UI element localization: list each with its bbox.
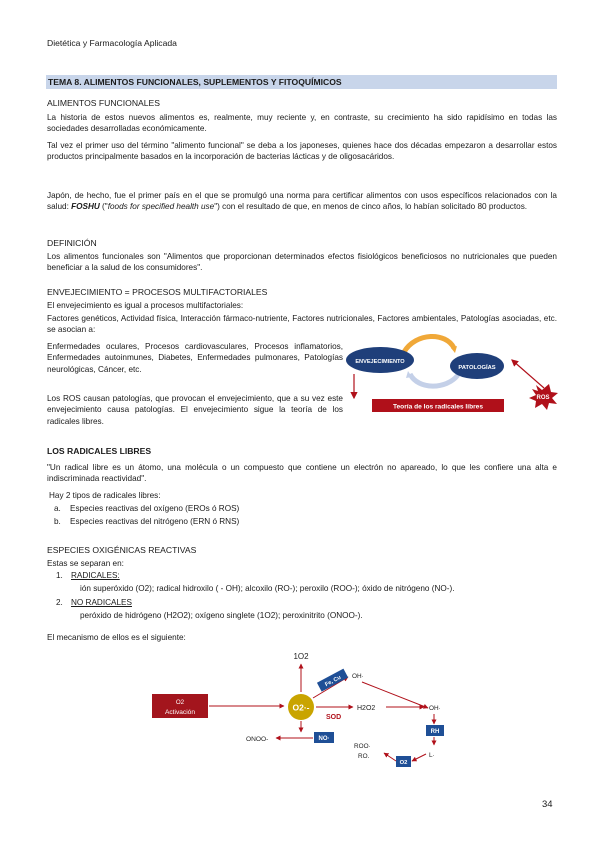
- section-title-radicales: LOS RADICALES LIBRES: [47, 446, 152, 456]
- teoria-label: Teoría de los radicales libres: [392, 403, 484, 411]
- list-item-eros: [54, 503, 240, 514]
- paragraph-multifactorial: El envejecimiento es igual a procesos multifactoriales:: [47, 301, 244, 310]
- no-radicales-text: peróxido de hidrógeno (H2O2); oxígeno singlete (1O2); peroxinitrito (ONOO-).: [80, 611, 363, 620]
- list-marker: b.: [54, 517, 61, 526]
- section-title-envejecimiento: ENVEJECIMIENTO = PROCESOS MULTIFACTORIALES: [47, 287, 268, 297]
- roo-label: ROO·: [354, 743, 371, 750]
- paragraph-enfermedades: Enfermedades oculares, Procesos cardiovasculares, Procesos inflamatorios, Enfermedades autoinmunes, Diabetes, Enfermedades pulmonares, Patologías neurológicas, Cáncer, etc.: [47, 342, 343, 374]
- fecu-label: Fe, Cu: [324, 674, 343, 689]
- mechanism-diagram: [150, 644, 450, 770]
- section-title-especies: ESPECIES OXIGÉNICAS REACTIVAS: [47, 545, 197, 555]
- o2-activacion-line2: Activación: [164, 709, 196, 716]
- arrow-ros: [512, 360, 544, 388]
- onoo-label: ONOO-: [246, 736, 269, 743]
- paragraph-radical-quote: "Un radical libre es un átomo, una molécula o un compuesto que contiene un electrón no apareado, lo que les confiere una alta e indiscriminada reactividad".: [47, 463, 557, 484]
- foshu-term: FOSHU: [71, 202, 100, 212]
- patologias-label: PATOLOGÍAS: [458, 365, 496, 371]
- oh-right-label: OH·: [429, 705, 441, 712]
- page-number: 34: [542, 799, 553, 810]
- paragraph-mecanismo: El mecanismo de ellos es el siguiente:: [47, 633, 186, 642]
- cycle-arrow-top: [404, 336, 454, 352]
- paragraph-definicion: Los alimentos funcionales son "Alimentos que proporcionan determinados efectos fisiológicos beneficiosos no nutricionales que pueden beneficiar a la salud de los consumidores".: [47, 252, 557, 273]
- header-title: Dietética y Farmacología Aplicada: [47, 38, 177, 48]
- rh-label: RH: [430, 729, 440, 735]
- section-title-alimentos: ALIMENTOS FUNCIONALES: [47, 98, 161, 108]
- list-item-no-radicales: [56, 597, 132, 608]
- paragraph-historia: La historia de estos nuevos alimentos es, realmente, muy reciente y, en contraste, su crecimiento ha sido rapidísimo en todas las sociedades desarrolladas económicamente.: [47, 113, 557, 134]
- foshu-text-2: (": [99, 202, 108, 212]
- paragraph-japoneses: Tal vez el primer uso del término "alimento funcional" se deba a los japoneses, quienes hace dos décadas empezaron a desarrollar estos productos principalmente basados en la incorporación de bacterias lácticas y de oligosacáridos.: [47, 141, 557, 162]
- no-radicales-title: NO RADICALES: [71, 598, 132, 607]
- cycle-arrow-bottom: [410, 374, 458, 386]
- arrow-o2-box: [412, 754, 426, 761]
- foshu-text-1: Japón, de hecho, fue el primer país en el que se promulgó una norma para certificar alimentos con usos específicos relacionados con la salud:: [47, 191, 557, 212]
- paragraph-separan: Estas se separan en:: [47, 559, 124, 568]
- paragraph-tipos: Hay 2 tipos de radicales libres:: [49, 491, 161, 500]
- paragraph-foshu: [47, 190, 557, 213]
- singlet-oxygen-label: 1O2: [293, 652, 309, 661]
- o2-box-label: O2: [399, 760, 408, 766]
- tema-title: TEMA 8. ALIMENTOS FUNCIONALES, SUPLEMENTOS Y FITOQUÍMICOS: [46, 75, 557, 89]
- no-label: NO·: [318, 736, 330, 742]
- superoxide-label: O2·-: [292, 702, 310, 713]
- list-text: Especies reactivas del oxígeno (EROs ó ROS): [70, 504, 240, 513]
- list-item-radicales: [56, 570, 120, 581]
- h2o2-label: H2O2: [357, 705, 376, 712]
- paragraph-factores: Factores genéticos, Actividad física, Interacción fármaco-nutriente, Factores nutricionales, Factores ambientales, Patologías asociadas, etc. se asocian a:: [47, 314, 557, 335]
- list-text: Especies reactivas del nitrógeno (ERN ó RNS): [70, 517, 240, 526]
- paragraph-ros: Los ROS causan patologías, que provocan el envejecimiento, que a su vez este envejecimiento causa patologías. El envejecimiento sigue la teoría de los radicales libres.: [47, 394, 343, 426]
- list-marker: 1.: [56, 571, 63, 580]
- section-title-definicion: DEFINICIÓN: [47, 238, 97, 248]
- sod-label: SOD: [326, 714, 342, 721]
- oh-top-label: OH·: [352, 673, 364, 680]
- radicales-text: ión superóxido (O2); radical hidroxilo ( - OH); alcoxilo (RO-); peroxilo (ROO-); óxido de nitrógeno (NO-).: [80, 584, 455, 593]
- foshu-text-3: ") con el resultado de que, en menos de cinco años, lo habían solicitado 80 productos.: [214, 202, 528, 212]
- list-marker: 2.: [56, 598, 63, 607]
- foshu-meaning: foods for specified health use: [107, 202, 215, 212]
- list-marker: a.: [54, 504, 61, 513]
- ros-cycle-diagram: [346, 330, 560, 416]
- list-item-ern: [54, 516, 240, 527]
- radicales-title: RADICALES:: [71, 571, 120, 580]
- ros-label: ROS: [536, 395, 550, 401]
- o2-activacion-line1: O2: [175, 699, 185, 706]
- ro-label: RO.: [358, 753, 370, 760]
- l-radical-label: L·: [429, 752, 435, 759]
- arrow-roo: [384, 753, 396, 761]
- envejecimiento-label: ENVEJECIMIENTO: [355, 359, 405, 365]
